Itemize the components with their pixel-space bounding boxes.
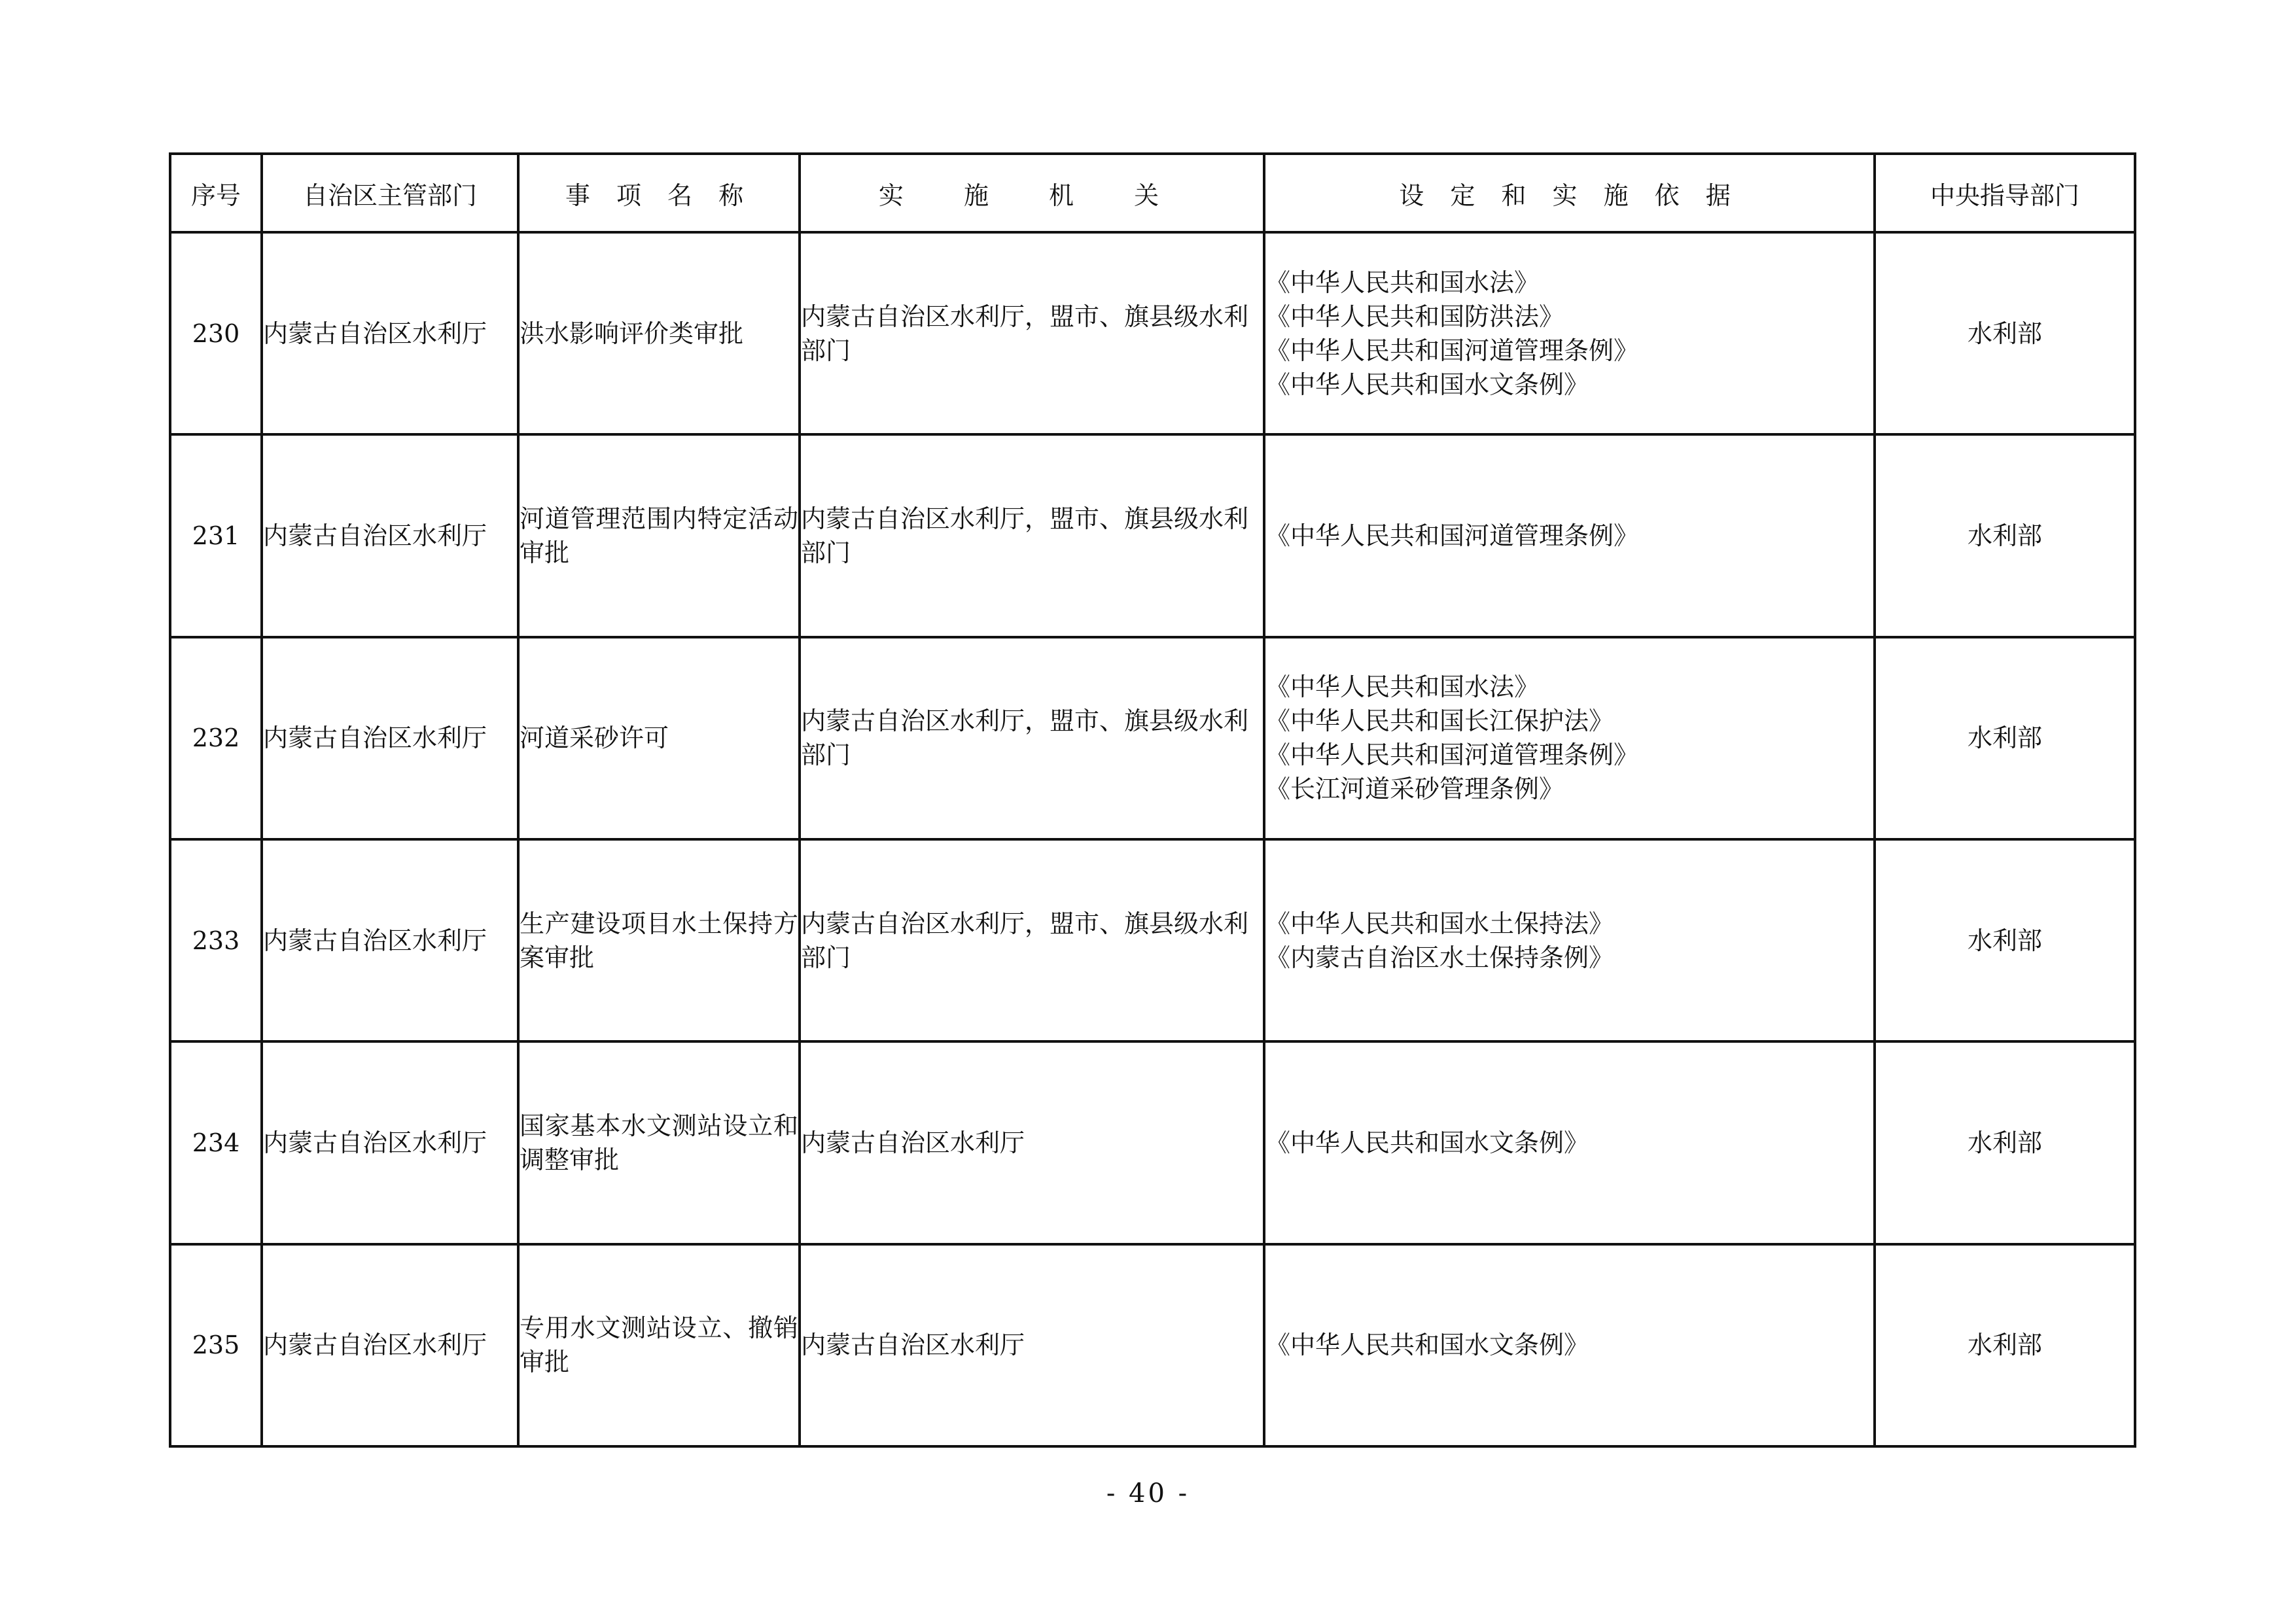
competent-department-cell: 内蒙古自治区水利厅 <box>262 637 518 839</box>
legal-basis-line: 《中华人民共和国河道管理条例》 <box>1265 336 1639 365</box>
legal-basis-cell <box>1264 232 1875 434</box>
central-guiding-department-cell: 水利部 <box>1875 434 2135 637</box>
item-name-cell: 洪水影响评价类审批 <box>518 232 800 434</box>
table-row <box>170 1041 2135 1244</box>
legal-basis-cell <box>1264 637 1875 839</box>
implementing-agency-cell: 内蒙古自治区水利厅，盟市、旗县级水利部门 <box>800 232 1264 434</box>
serial-number-cell: 232 <box>170 637 262 839</box>
item-name-cell: 国家基本水文测站设立和调整审批 <box>518 1041 800 1244</box>
competent-department-cell: 内蒙古自治区水利厅 <box>262 1244 518 1446</box>
legal-basis-line: 《中华人民共和国水文条例》 <box>1265 1331 1589 1360</box>
legal-basis-line: 《中华人民共和国长江保护法》 <box>1265 707 1614 736</box>
competent-department-cell: 内蒙古自治区水利厅 <box>262 839 518 1041</box>
legal-basis-line: 《中华人民共和国水文条例》 <box>1265 1128 1589 1157</box>
implementing-agency-cell: 内蒙古自治区水利厅，盟市、旗县级水利部门 <box>800 637 1264 839</box>
serial-number-cell: 235 <box>170 1244 262 1446</box>
item-name-cell: 生产建设项目水土保持方案审批 <box>518 839 800 1041</box>
table-row <box>170 1244 2135 1446</box>
legal-basis-cell <box>1264 839 1875 1041</box>
central-guiding-department-cell: 水利部 <box>1875 839 2135 1041</box>
legal-basis-line: 《中华人民共和国河道管理条例》 <box>1265 741 1639 770</box>
approval-items-table <box>169 152 2136 1448</box>
table-row <box>170 232 2135 434</box>
legal-basis-line: 《长江河道采砂管理条例》 <box>1265 775 1564 804</box>
serial-number-cell: 233 <box>170 839 262 1041</box>
header-competent-department: 自治区主管部门 <box>262 154 518 232</box>
central-guiding-department-cell: 水利部 <box>1875 1041 2135 1244</box>
header-implementing-agency: 实 施 机 关 <box>800 154 1264 232</box>
header-serial-number: 序号 <box>170 154 262 232</box>
legal-basis-cell <box>1264 434 1875 637</box>
item-name-cell: 河道采砂许可 <box>518 637 800 839</box>
legal-basis-line: 《中华人民共和国水法》 <box>1265 672 1540 702</box>
approval-items-table-container <box>169 152 2134 1448</box>
central-guiding-department-cell: 水利部 <box>1875 1244 2135 1446</box>
legal-basis-cell <box>1264 1244 1875 1446</box>
header-central-guiding-department: 中央指导部门 <box>1875 154 2135 232</box>
competent-department-cell: 内蒙古自治区水利厅 <box>262 1041 518 1244</box>
legal-basis-line: 《中华人民共和国防洪法》 <box>1265 302 1564 331</box>
item-name-cell: 河道管理范围内特定活动审批 <box>518 434 800 637</box>
legal-basis-line: 《中华人民共和国水文条例》 <box>1265 370 1589 399</box>
implementing-agency-cell: 内蒙古自治区水利厅 <box>800 1244 1264 1446</box>
legal-basis-line: 《中华人民共和国水法》 <box>1265 268 1540 297</box>
competent-department-cell: 内蒙古自治区水利厅 <box>262 434 518 637</box>
central-guiding-department-cell: 水利部 <box>1875 637 2135 839</box>
competent-department-cell: 内蒙古自治区水利厅 <box>262 232 518 434</box>
serial-number-cell: 231 <box>170 434 262 637</box>
legal-basis-line: 《中华人民共和国河道管理条例》 <box>1265 521 1639 550</box>
implementing-agency-cell: 内蒙古自治区水利厅，盟市、旗县级水利部门 <box>800 839 1264 1041</box>
table-body <box>170 232 2135 1446</box>
table-row <box>170 839 2135 1041</box>
table-row <box>170 434 2135 637</box>
serial-number-cell: 234 <box>170 1041 262 1244</box>
header-legal-basis: 设 定 和 实 施 依 据 <box>1264 154 1875 232</box>
item-name-cell: 专用水文测站设立、撤销审批 <box>518 1244 800 1446</box>
implementing-agency-cell: 内蒙古自治区水利厅 <box>800 1041 1264 1244</box>
page-number: - 40 - <box>1106 1478 1190 1509</box>
legal-basis-line: 《内蒙古自治区水土保持条例》 <box>1265 943 1614 972</box>
table-row <box>170 637 2135 839</box>
table-header-row <box>170 154 2135 232</box>
serial-number-cell: 230 <box>170 232 262 434</box>
header-item-name: 事 项 名 称 <box>518 154 800 232</box>
central-guiding-department-cell: 水利部 <box>1875 232 2135 434</box>
legal-basis-cell <box>1264 1041 1875 1244</box>
legal-basis-line: 《中华人民共和国水土保持法》 <box>1265 909 1614 938</box>
implementing-agency-cell: 内蒙古自治区水利厅，盟市、旗县级水利部门 <box>800 434 1264 637</box>
